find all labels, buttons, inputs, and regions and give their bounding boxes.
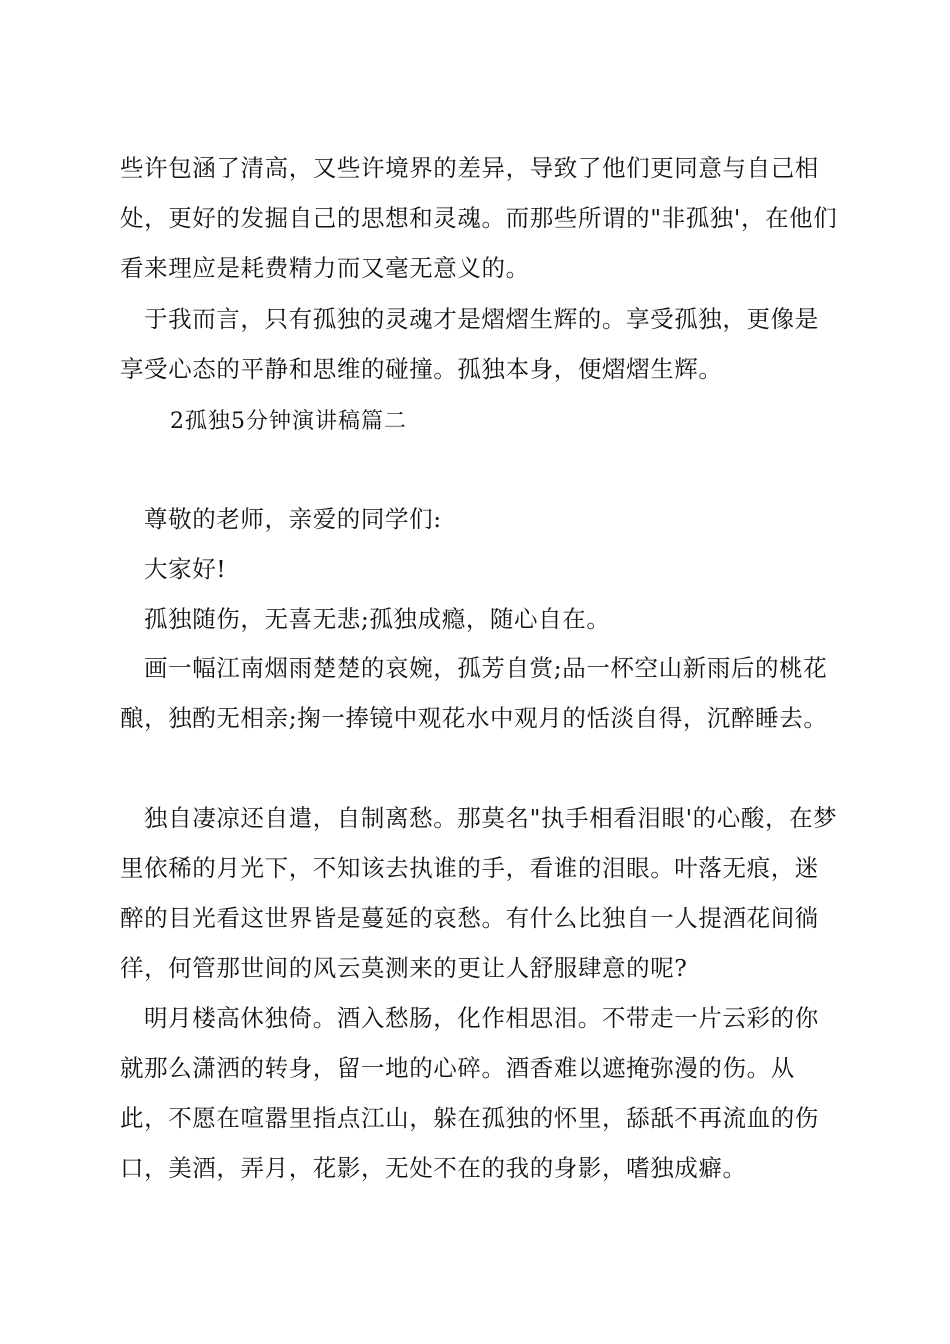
paragraph-1: 些许包涵了清高，又些许境界的差异，导致了他们更同意与自己相处，更好的发掘自己的思想和灵魂。而那些所谓的"非孤独'，在他们看来理应是耗费精力而又毫无意义的。 — [120, 154, 838, 282]
speech-paragraph-3: 独自凄凉还自遣，自制离愁。那莫名"执手相看泪眼'的心酸，在梦里依稀的月光下，不知该去执谁的手，看谁的泪眼。叶落无痕，迷醉的目光看这世界皆是蔓延的哀愁。有什么比独自一人提酒花间徜徉，何管那世间的风云莫测来的更让人舒服肆意的呢? — [120, 804, 838, 982]
speech-paragraph-1: 孤独随伤，无喜无悲;孤独成瘾，随心自在。 — [144, 605, 611, 633]
paragraph-2: 于我而言，只有孤独的灵魂才是熠熠生辉的。享受孤独，更像是享受心态的平静和思维的碰撞。孤独本身，便熠熠生辉。 — [120, 305, 819, 383]
speech-paragraph-4: 明月楼高休独倚。酒入愁肠，化作相思泪。不带走一片云彩的你就那么潇洒的转身，留一地的心碎。酒香难以遮掩弥漫的伤。从此，不愿在喧嚣里指点江山，躲在孤独的怀里，舔舐不再流血的伤口，美酒，弄月，花影，无处不在的我的身影，嗜独成癖。 — [120, 1004, 819, 1182]
speech-greeting: 大家好! — [144, 555, 227, 583]
section-heading: 2孤独5分钟演讲稿篇二 — [170, 409, 407, 434]
speech-salutation: 尊敬的老师，亲爱的同学们: — [144, 505, 442, 533]
speech-paragraph-2: 画一幅江南烟雨楚楚的哀婉，孤芳自赏;品一杯空山新雨后的桃花酿，独酌无相亲;掬一捧镜中观花水中观月的恬淡自得，沉醉睡去。 — [120, 654, 828, 732]
